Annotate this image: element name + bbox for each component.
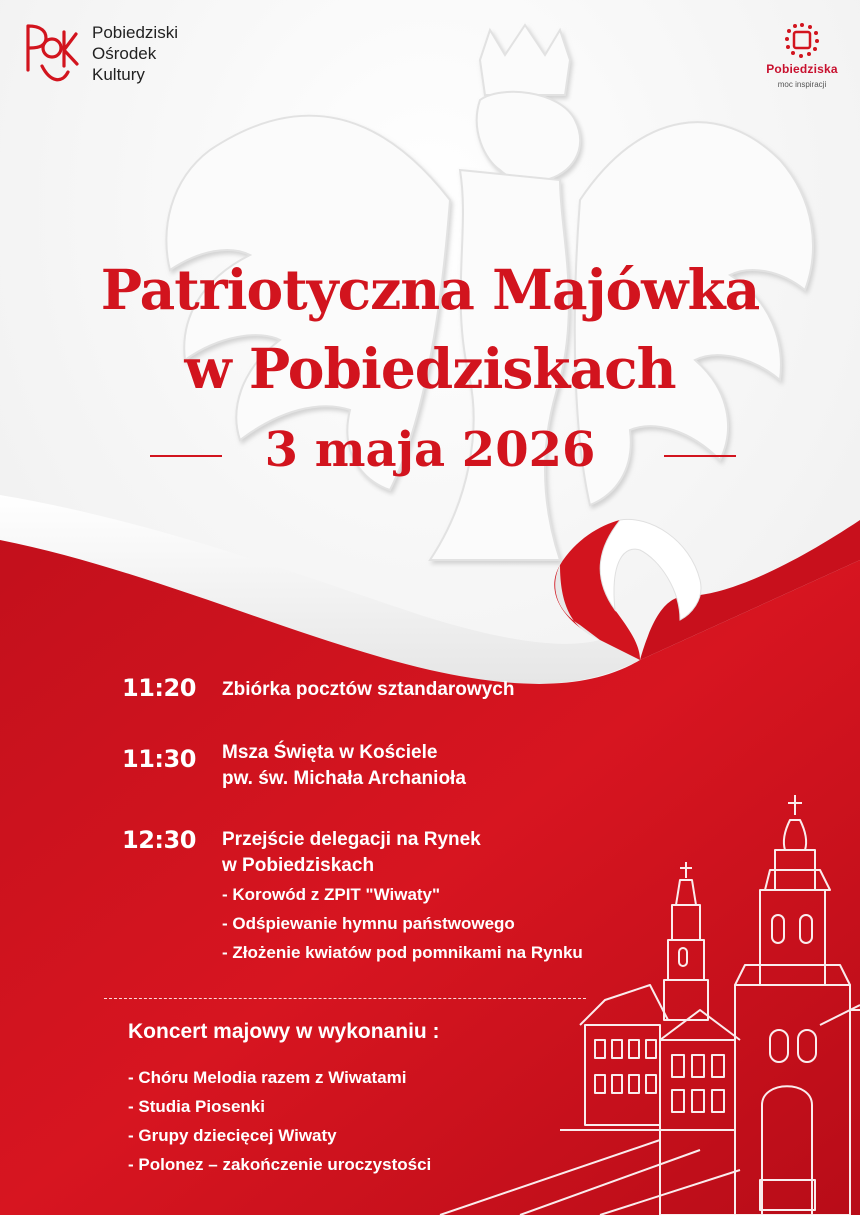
schedule-time-3: 12:30 (122, 826, 196, 854)
schedule-subitem-1: - Korowód z ZPIT "Wiwaty" (222, 885, 441, 904)
org-name-line-1: Pobiedziski (92, 23, 178, 42)
title-line-1: Patriotyczna Majówka (100, 257, 760, 322)
org-name (92, 22, 178, 85)
schedule-desc-3-line-2: w Pobiedziskach (222, 855, 375, 876)
schedule-subitem-2: - Odśpiewanie hymnu państwowego (222, 914, 515, 933)
event-date: 3 maja 2026 (264, 422, 596, 478)
concert-item-3: - Grupy dziecięcej Wiwaty (128, 1126, 337, 1145)
date-divider-right (664, 455, 736, 457)
concert-item-2: - Studia Piosenki (128, 1097, 265, 1116)
city-logo-tagline: moc inspiracji (777, 80, 827, 89)
concert-heading: Koncert majowy w wykonaniu : (128, 1020, 440, 1043)
org-name-line-3: Kultury (92, 65, 145, 84)
schedule-subitem-3: - Złożenie kwiatów pod pomnikami na Rynku (222, 943, 583, 962)
schedule-time-1: 11:20 (122, 674, 196, 702)
org-name-line-2: Ośrodek (92, 44, 157, 63)
pok-logo-mark (22, 20, 82, 90)
pobiedziska-logo-icon (784, 22, 820, 58)
schedule-desc-1-line-1: Zbiórka pocztów sztandarowych (222, 679, 515, 700)
concert-item-1: - Chóru Melodia razem z Wiwatami (128, 1068, 407, 1087)
schedule-desc-2-line-2: pw. św. Michała Archanioła (222, 768, 466, 789)
dashed-divider (104, 998, 586, 999)
schedule-desc-3-line-1: Przejście delegacji na Rynek (222, 829, 481, 850)
schedule-desc-2-line-1: Msza Święta w Kościele (222, 742, 438, 763)
concert-item-4: - Polonez – zakończenie uroczystości (128, 1155, 432, 1174)
city-logo-name: Pobiedziska (766, 62, 838, 76)
pobiedziska-logo (762, 22, 842, 97)
schedule-time-2: 11:30 (122, 745, 196, 773)
title-line-2: w Pobiedziskach (184, 336, 676, 401)
